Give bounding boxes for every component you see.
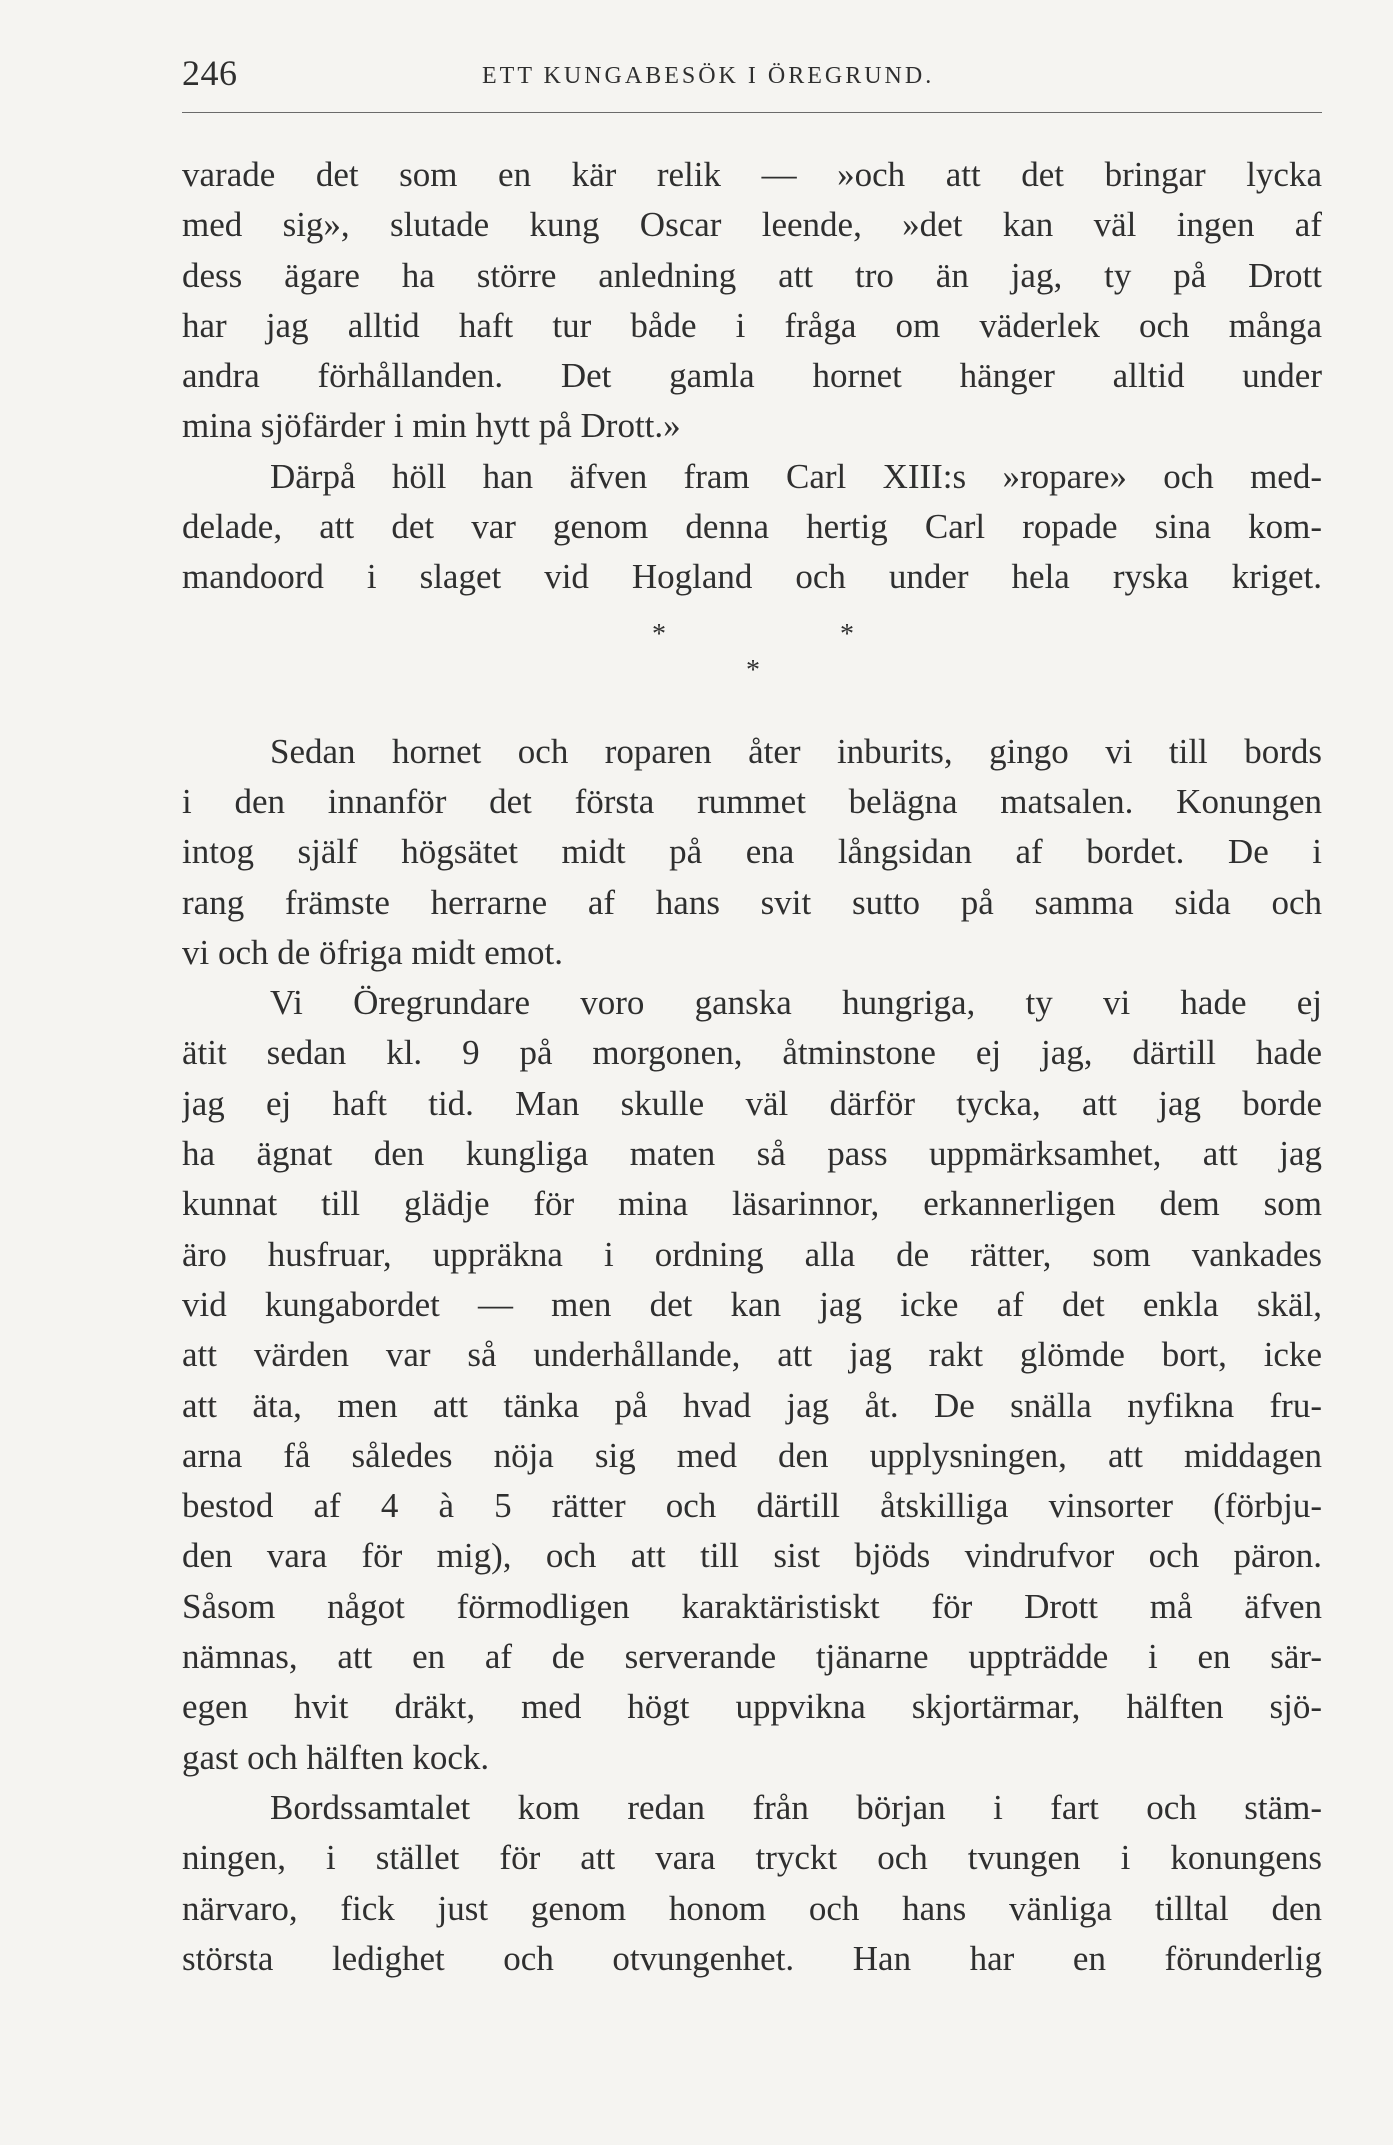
text-line: intog själf högsätet midt på ena långsidan af bordet. De i: [182, 832, 1322, 872]
text-line: Såsom något förmodligen karaktäristiskt för Drott må äfven: [182, 1586, 1322, 1626]
text-line: rang främste herrarne af hans svit sutto på samma sida och: [182, 882, 1322, 922]
text-line: gast och hälften kock.: [182, 1737, 490, 1777]
text-line: har jag alltid haft tur både i fråga om väderlek och många: [182, 305, 1322, 345]
paragraph: [182, 727, 1322, 978]
text-line: mandoord i slaget vid Hogland och under hela ryska kriget.: [182, 557, 1322, 597]
text-line: Bordssamtalet kom redan från början i fart och stäm-: [270, 1787, 1322, 1827]
text-line: Därpå höll han äfven fram Carl XIII:s »ropare» och med-: [270, 456, 1322, 496]
text-line: ha ägnat den kungliga maten så pass uppmärksamhet, att jag: [182, 1134, 1322, 1174]
text-line: att äta, men att tänka på hvad jag åt. De snälla nyfikna fru-: [182, 1385, 1322, 1425]
text-line: vi och de öfriga midt emot.: [182, 932, 564, 972]
text-line: varade det som en kär relik — »och att det bringar lycka: [182, 155, 1322, 194]
text-line: andra förhållanden. Det gamla hornet hänger alltid under: [182, 356, 1322, 396]
paragraph: [182, 1783, 1322, 1984]
text-line: närvaro, fick just genom honom och hans vänliga tilltal den: [182, 1888, 1322, 1928]
text-line: delade, att det var genom denna hertig Carl ropade sina kom-: [182, 507, 1322, 547]
asterisk-ornament: *: [840, 618, 854, 650]
paragraph: [182, 452, 1322, 603]
page-number: 246: [182, 53, 238, 93]
text-line: ningen, i stället för att vara tryckt och tvungen i konungens: [182, 1838, 1322, 1878]
running-title: ETT KUNGABESÖK I ÖREGRUND.: [482, 63, 935, 89]
page-header: [182, 50, 1322, 113]
text-line: egen hvit dräkt, med högt uppvikna skjortärmar, hälften sjö-: [182, 1687, 1322, 1727]
text-line: arna få således nöja sig med den upplysningen, att middagen: [182, 1435, 1322, 1475]
spacer: [182, 705, 1322, 727]
text-line: vid kungabordet — men det kan jag icke af det enkla skäl,: [182, 1284, 1322, 1324]
paragraph: [182, 150, 1322, 452]
text-line: Sedan hornet och roparen åter inburits, gingo vi till bords: [270, 731, 1322, 771]
book-page-text: [182, 150, 1322, 1984]
text-line: mina sjöfärder i min hytt på Drott.»: [182, 406, 681, 446]
text-line: Vi Öregrundare voro ganska hungriga, ty vi hade ej: [270, 983, 1322, 1023]
asterisk-ornament: *: [746, 654, 760, 686]
text-line: äro husfruar, uppräkna i ordning alla de rätter, som vankades: [182, 1234, 1322, 1274]
text-line: dess ägare ha större anledning att tro än jag, ty på Drott: [182, 255, 1322, 295]
text-line: kunnat till glädje för mina läsarinnor, erkannerligen dem som: [182, 1184, 1322, 1224]
text-line: med sig», slutade kung Oscar leende, »det kan väl ingen af: [182, 205, 1322, 245]
text-line: att värden var så underhållande, att jag rakt glömde bort, icke: [182, 1335, 1322, 1375]
text-line: jag ej haft tid. Man skulle väl därför tycka, att jag borde: [182, 1083, 1322, 1123]
text-line: största ledighet och otvungenhet. Han har en förunderlig: [182, 1938, 1322, 1978]
asterisk-ornament: *: [652, 618, 666, 650]
text-line: ätit sedan kl. 9 på morgonen, åtminstone ej jag, därtill hade: [182, 1033, 1322, 1073]
section-break: [182, 603, 1322, 705]
text-line: i den innanför det första rummet belägna matsalen. Konungen: [182, 781, 1322, 821]
paragraph: [182, 978, 1322, 1783]
text-line: nämnas, att en af de serverande tjänarne uppträdde i en sär-: [182, 1637, 1322, 1677]
text-line: den vara för mig), och att till sist bjöds vindrufvor och päron.: [182, 1536, 1322, 1576]
text-line: bestod af 4 à 5 rätter och därtill åtskilliga vinsorter (förbju-: [182, 1486, 1322, 1526]
